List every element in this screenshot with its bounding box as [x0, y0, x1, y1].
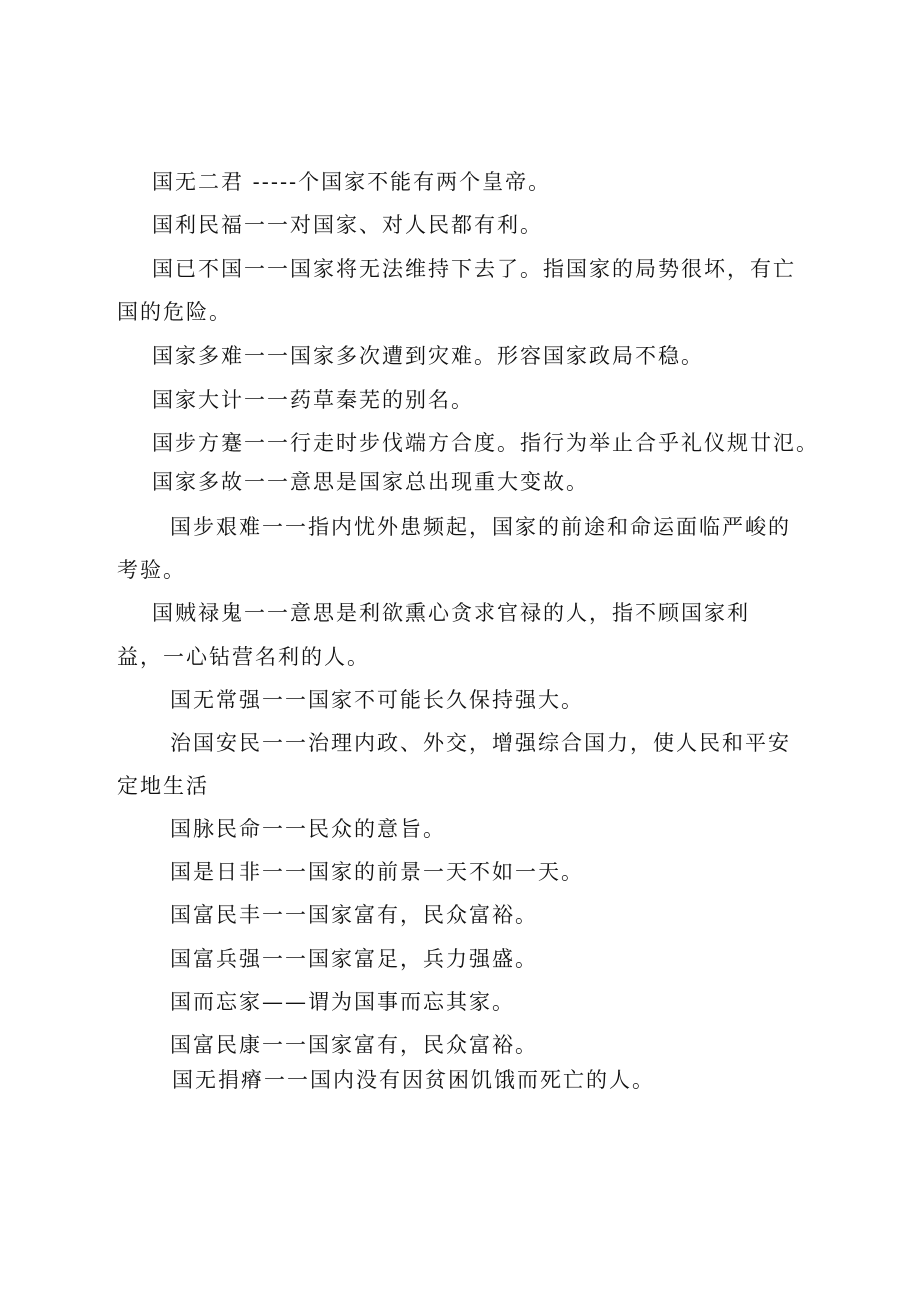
text-line: 益，一心钻营名利的人。: [117, 645, 370, 669]
text-line: 国家多故一一意思是国家总出现重大变故。: [152, 470, 589, 494]
text-line: 国利民福一一对国家、对人民都有利。: [152, 213, 543, 237]
text-line: 考验。: [117, 558, 186, 582]
text-line: 国无二君 -----个国家不能有两个皇帝。: [152, 170, 552, 194]
text-line: 国富民康一一国家富有，民众富裕。: [170, 1033, 538, 1057]
text-line: 国而忘家——谓为国事而忘其家。: [170, 990, 515, 1014]
text-line: 治国安民一一治理内政、外交，增强综合国力，使人民和平安: [170, 731, 791, 755]
text-line: 国富民丰一一国家富有，民众富裕。: [170, 903, 538, 927]
text-line: 国步方蹇一一行走时步伐端方合度。指行为举止合乎礼仪规廿氾。: [152, 431, 819, 455]
text-line: 国的危险。: [117, 300, 232, 324]
text-line: 国贼禄鬼一一意思是利欲熏心贪求官禄的人，指不顾国家利: [152, 601, 750, 625]
text-line: 国脉民命一一民众的意旨。: [170, 817, 446, 841]
text-line: 国已不国一一国家将无法维持下去了。指国家的局势很坏，有亡: [152, 257, 796, 281]
text-line: 定地生活: [117, 774, 209, 798]
text-line: 国富兵强一一国家富足，兵力强盛。: [170, 947, 538, 971]
text-line: 国无捐瘠一一国内没有因贫困饥饿而死亡的人。: [172, 1068, 655, 1092]
text-line: 国家大计一一药草秦芜的别名。: [152, 388, 474, 412]
text-line: 国无常强一一国家不可能长久保持强大。: [170, 688, 584, 712]
text-line: 国家多难一一国家多次遭到灾难。形容国家政局不稳。: [152, 344, 704, 368]
text-line: 国步艰难一一指内忧外患频起，国家的前途和命运面临严峻的: [170, 515, 791, 539]
text-line: 国是日非一一国家的前景一天不如一天。: [170, 860, 584, 884]
